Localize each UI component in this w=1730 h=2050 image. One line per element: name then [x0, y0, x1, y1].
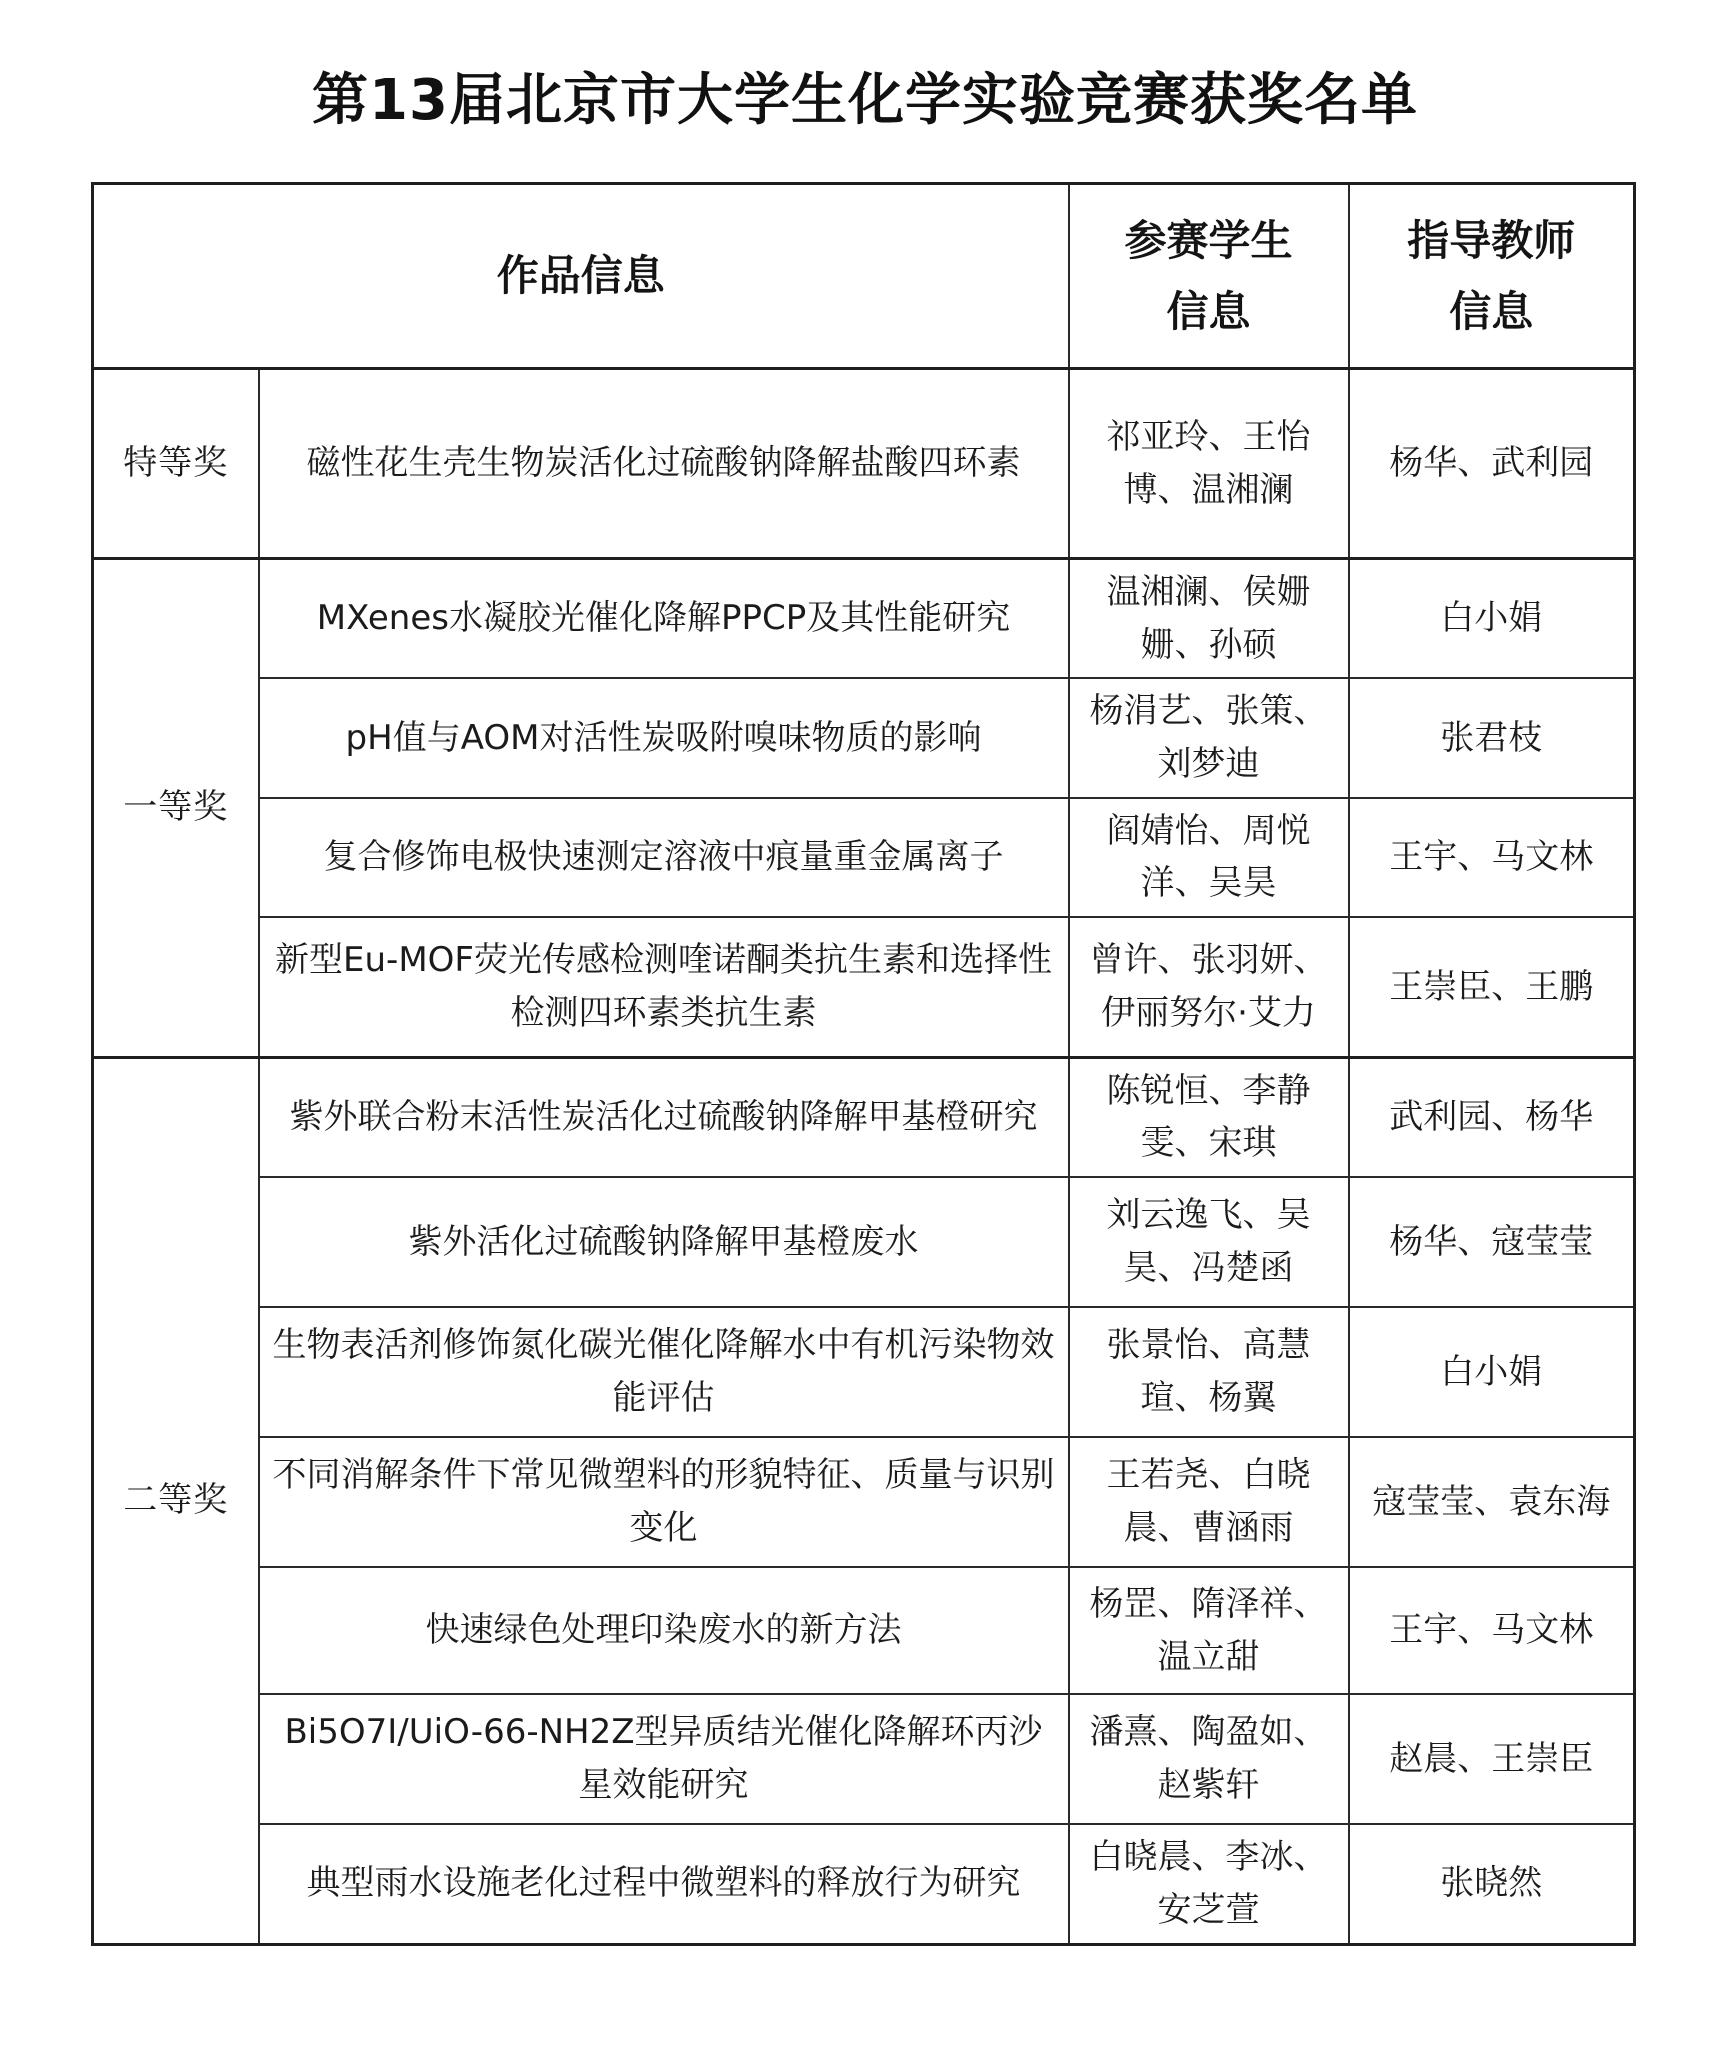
work-cell: 新型Eu-MOF荧光传感检测喹诺酮类抗生素和选择性检测四环素类抗生素: [259, 917, 1069, 1057]
table-row: [93, 1567, 1635, 1694]
work-cell: 不同消解条件下常见微塑料的形貌特征、质量与识别变化: [259, 1437, 1069, 1567]
students-cell: 王若尧、白晓晨、曹涵雨: [1069, 1437, 1349, 1567]
header-row: [93, 184, 1635, 369]
students-cell: 杨涓艺、张策、刘梦迪: [1069, 678, 1349, 797]
table-row: [93, 1824, 1635, 1944]
teachers-cell: 白小娟: [1349, 559, 1635, 679]
students-cell: 曾许、张羽妍、伊丽努尔·艾力: [1069, 917, 1349, 1057]
work-cell: 紫外活化过硫酸钠降解甲基橙废水: [259, 1177, 1069, 1307]
work-cell: 快速绿色处理印染废水的新方法: [259, 1567, 1069, 1694]
header-students-label: 参赛学生信息: [1124, 215, 1293, 336]
work-cell: 复合修饰电极快速测定溶液中痕量重金属离子: [259, 798, 1069, 917]
teachers-cell: 王崇臣、王鹏: [1349, 917, 1635, 1057]
table-row: [93, 1057, 1635, 1177]
page-title: 第13届北京市大学生化学实验竞赛获奖名单: [312, 68, 1418, 133]
students-cell: 刘云逸飞、吴昊、冯楚函: [1069, 1177, 1349, 1307]
header-work: 作品信息: [93, 184, 1069, 369]
table-row: [93, 1694, 1635, 1824]
teachers-cell: 张君枝: [1349, 678, 1635, 797]
table-row: [93, 1437, 1635, 1567]
table-body: [93, 369, 1635, 1945]
work-cell: pH值与AOM对活性炭吸附嗅味物质的影响: [259, 678, 1069, 797]
students-cell: 杨罡、隋泽祥、温立甜: [1069, 1567, 1349, 1694]
work-cell: 生物表活剂修饰氮化碳光催化降解水中有机污染物效能评估: [259, 1307, 1069, 1437]
students-cell: 阎婧怡、周悦洋、吴昊: [1069, 798, 1349, 917]
teachers-cell: 武利园、杨华: [1349, 1057, 1635, 1177]
table-row: [93, 559, 1635, 679]
table-row: [93, 798, 1635, 917]
students-cell: 温湘澜、侯姗姗、孙硕: [1069, 559, 1349, 679]
teachers-cell: 寇莹莹、袁东海: [1349, 1437, 1635, 1567]
work-cell: 典型雨水设施老化过程中微塑料的释放行为研究: [259, 1824, 1069, 1944]
teachers-cell: 王宇、马文林: [1349, 1567, 1635, 1694]
work-cell: 磁性花生壳生物炭活化过硫酸钠降解盐酸四环素: [259, 369, 1069, 559]
students-cell: 陈锐恒、李静雯、宋琪: [1069, 1057, 1349, 1177]
students-cell: 潘熹、陶盈如、赵紫轩: [1069, 1694, 1349, 1824]
header-teachers: [1349, 184, 1635, 369]
table-row: [93, 369, 1635, 559]
table-row: [93, 1307, 1635, 1437]
teachers-cell: 赵晨、王崇臣: [1349, 1694, 1635, 1824]
table-row: [93, 1177, 1635, 1307]
teachers-cell: 杨华、寇莹莹: [1349, 1177, 1635, 1307]
table-row: [93, 678, 1635, 797]
work-cell: MXenes水凝胶光催化降解PPCP及其性能研究: [259, 559, 1069, 679]
teachers-cell: 张晓然: [1349, 1824, 1635, 1944]
students-cell: 祁亚玲、王怡博、温湘澜: [1069, 369, 1349, 559]
teachers-cell: 杨华、武利园: [1349, 369, 1635, 559]
award-cell: 特等奖: [93, 369, 259, 559]
work-cell: 紫外联合粉末活性炭活化过硫酸钠降解甲基橙研究: [259, 1057, 1069, 1177]
award-cell: 一等奖: [93, 559, 259, 1058]
table-header: [93, 184, 1635, 369]
header-students: [1069, 184, 1349, 369]
teachers-cell: 王宇、马文林: [1349, 798, 1635, 917]
award-cell: 二等奖: [93, 1057, 259, 1944]
header-teachers-label: 指导教师信息: [1407, 215, 1576, 336]
teachers-cell: 白小娟: [1349, 1307, 1635, 1437]
students-cell: 张景怡、高慧瑄、杨翼: [1069, 1307, 1349, 1437]
work-cell: Bi5O7I/UiO-66-NH2Z型异质结光催化降解环丙沙星效能研究: [259, 1694, 1069, 1824]
students-cell: 白晓晨、李冰、安芝萱: [1069, 1824, 1349, 1944]
table-row: [93, 917, 1635, 1057]
awards-table: [91, 182, 1636, 1946]
